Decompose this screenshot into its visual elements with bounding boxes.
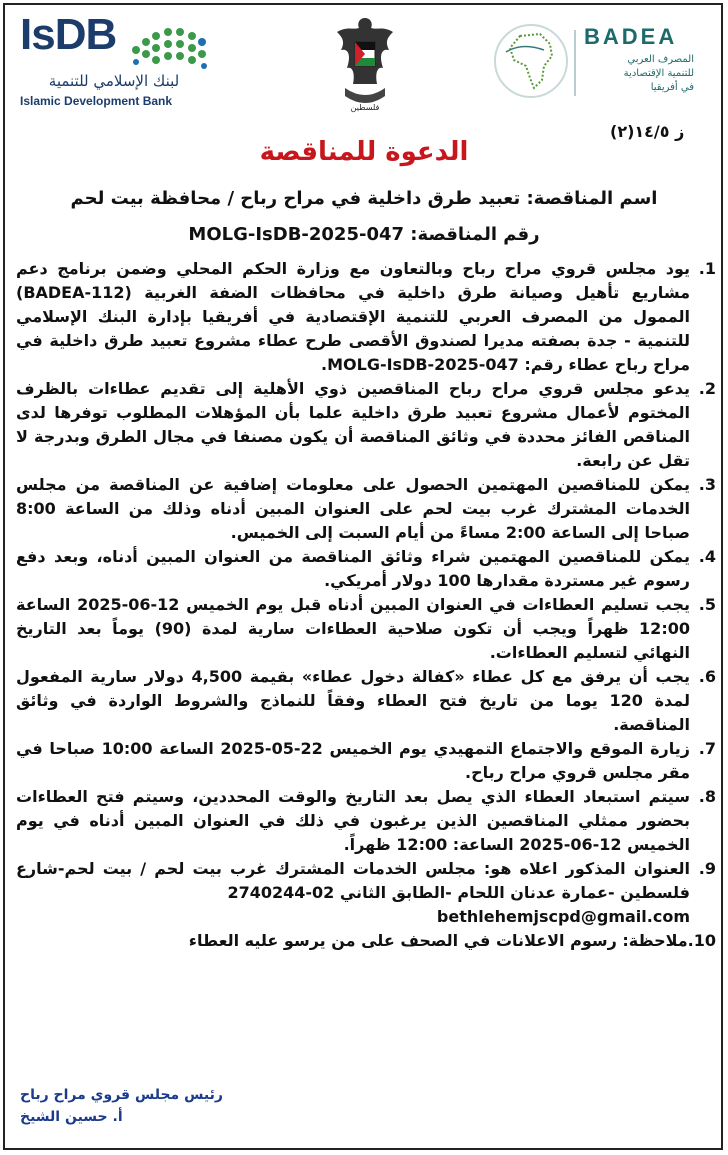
- contact-email-link[interactable]: bethlehemjscpd@gmail.com: [436, 907, 690, 926]
- item-number: 9.: [698, 859, 716, 878]
- badea-line1: المصرف العربي: [627, 54, 694, 65]
- africa-map-icon: [492, 22, 570, 100]
- item-number: 4.: [698, 547, 716, 566]
- list-item: [16, 737, 716, 785]
- tender-items: [16, 257, 716, 953]
- item-text: العنوان المذكور اعلاه هو: مجلس الخدمات المشترك غرب بيت لحم / بيت لحم-شارع فلسطين -عمارة عدنان اللحام -الطابق الثاني 02-2740244: [16, 859, 690, 902]
- list-item: [16, 545, 716, 593]
- list-item: [16, 593, 716, 665]
- signature-name: أ. حسين الشيخ: [20, 1109, 123, 1125]
- page-title: الدعوة للمناقصة: [259, 137, 469, 167]
- item-text: يدعو مجلس قروي مراح رباح المناقصين ذوي الأهلية إلى تقديم عطاءات بالظرف المختوم لأعمال مشروع تعبيد طرق داخلية علما بأن المؤهلات المطلوب توفرها لدى المناقص الفائز محددة في وثائق المناقصة أن يكون مصنفا في مجال الطرق وبدرجة لا تقل عن رابعة.: [16, 379, 690, 470]
- eagle-icon: [325, 12, 405, 117]
- badea-line2: للتنمية الإقتصادية: [623, 68, 694, 79]
- badea-divider: [574, 30, 576, 96]
- item-number: 8.: [698, 787, 716, 806]
- item-text: يمكن للمناقصين المهتمين الحصول على معلومات إضافية عن المناقصة من مجلس الخدمات المشترك غرب بيت لحم على العنوان المبين أدناه وذلك من الساعة 8:00 صباحا إلى الساعة 2:00 مساءً من أيام السبت إلى الخميس.: [16, 475, 690, 542]
- item-number: 2.: [698, 379, 716, 398]
- palestine-emblem: [325, 12, 405, 117]
- emblem-caption: فلسطين: [350, 103, 380, 112]
- item-number: 6.: [698, 667, 716, 686]
- list-item: [16, 377, 716, 473]
- item-text: ملاحظة: رسوم الاعلانات في الصحف على من يرسو عليه العطاء: [188, 931, 688, 950]
- item-number: 5.: [698, 595, 716, 614]
- signature-block: [20, 1084, 260, 1128]
- list-item: [16, 257, 716, 377]
- list-item: [16, 929, 716, 953]
- list-item: [16, 473, 716, 545]
- item-number: 7.: [698, 739, 716, 758]
- badea-name: BADEA: [584, 24, 678, 49]
- globe-icon: [116, 20, 216, 72]
- list-item: [16, 857, 716, 929]
- item-text-block: [16, 857, 690, 929]
- item-text: يجب أن يرفق مع كل عطاء «كفالة دخول عطاء» بقيمة 4,500 دولار سارية المفعول لمدة 120 يوما من تاريخ فتح العطاء وفقاً للنماذج والشروط الواردة في وثائق المناقصة.: [16, 667, 690, 734]
- list-item: [16, 665, 716, 737]
- header: [0, 0, 728, 120]
- item-number: 1.: [698, 259, 716, 278]
- tender-number: رقم المناقصة: MOLG-IsDB-2025-047: [188, 224, 540, 245]
- item-number: 3.: [698, 475, 716, 494]
- reference-number: ز ١٤/٥(٢): [610, 122, 685, 141]
- item-text: زيارة الموقع والاجتماع التمهيدي يوم الخميس 22-05-2025 الساعة 10:00 صباحا في مقر مجلس قروي مراح رباح.: [16, 739, 690, 782]
- isdb-english-name: Islamic Development Bank: [20, 94, 173, 108]
- item-text: يود مجلس قروي مراح رباح وبالتعاون مع وزارة الحكم المحلي وضمن برنامج دعم مشاريع تأهيل وصيانة طرق داخلية في محافظات الضفة الغربية (BADEA-112) الممول من المصرف العربي للتنمية الإقتصادية في أفريقيا بإدارة البنك الإسلامي للتنمية - جدة بصفته مديرا لصندوق الأقصى طرح عطاء مشروع تعبيد طرق داخلية في مراح رباح عطاء رقم: MOLG-IsDB-2025-047.: [16, 259, 690, 374]
- tender-name: اسم المناقصة: تعبيد طرق داخلية في مراح رباح / محافظة بيت لحم: [70, 188, 658, 209]
- badea-line3: في أفريقيا: [650, 82, 694, 93]
- isdb-logo: [20, 10, 230, 110]
- item-text: يمكن للمناقصين المهتمين شراء وثائق المناقصة من العنوان المبين أدناه، وبعد دفع رسوم غير مستردة مقدارها 100 دولار أمريكي.: [16, 547, 690, 590]
- item-number: 10.: [687, 931, 716, 950]
- isdb-name: IsDB: [20, 10, 117, 59]
- signature-title: رئيس مجلس قروي مراح رباح: [20, 1087, 223, 1103]
- list-item: [16, 785, 716, 857]
- isdb-arabic-name: لبنك الإسلامي للتنمية: [48, 72, 180, 90]
- badea-logo: [492, 22, 712, 102]
- item-text: سيتم استبعاد العطاء الذي يصل بعد التاريخ والوقت المحددين، وسيتم فتح العطاءات بحضور ممثلي المناقصين الذين يرغبون في ذلك في العنوان المبين أدناه في يوم الخميس 12-06-2025 الساعة: 12:00 ظهراً.: [16, 787, 690, 854]
- item-text: يجب تسليم العطاءات في العنوان المبين أدناه قبل يوم الخميس 12-06-2025 الساعة 12:00 ظهراً ويجب أن تكون صلاحية العطاءات سارية لمدة (90) يوماً بعد التاريخ النهائي لتسليم العطاءات.: [16, 595, 691, 662]
